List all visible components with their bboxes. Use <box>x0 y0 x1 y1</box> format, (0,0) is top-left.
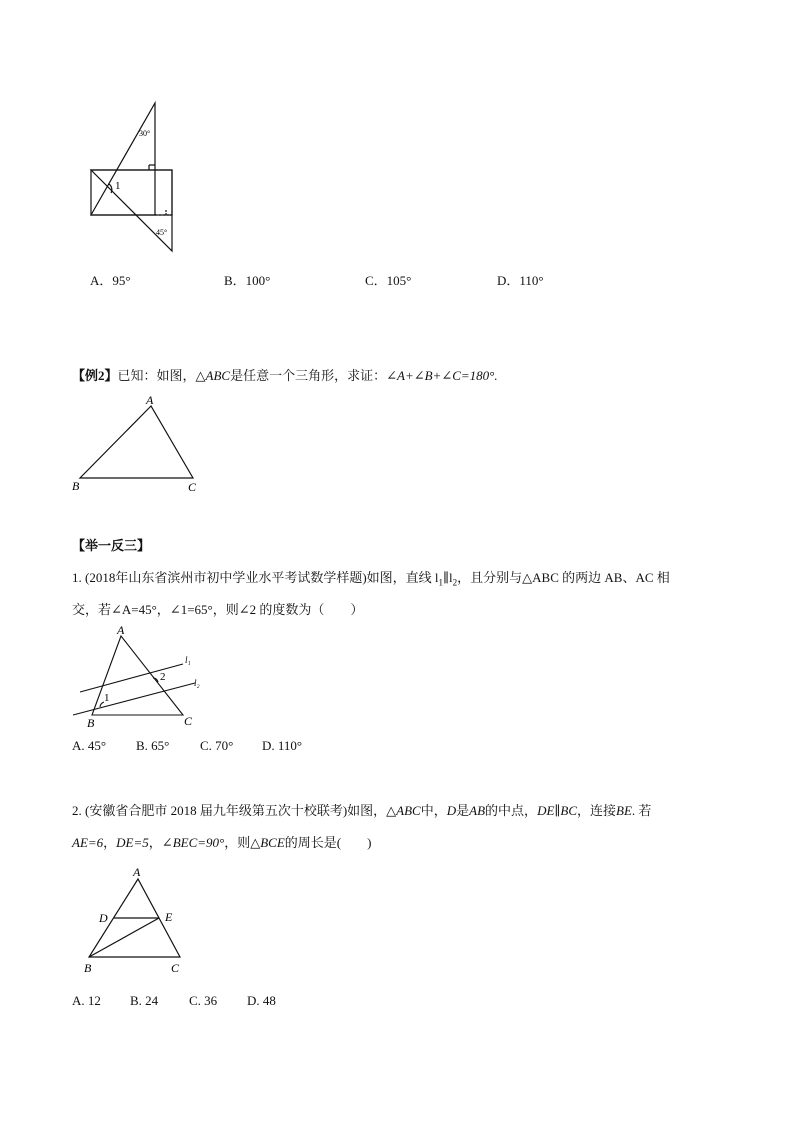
q2-be: BE <box>616 803 632 818</box>
triangle-30-60 <box>91 103 155 215</box>
label-c: C <box>188 480 197 494</box>
label-e: E <box>165 910 173 924</box>
label-c: C <box>171 961 180 975</box>
angle-1-label: 1 <box>115 180 121 192</box>
example2-title: 【例2】 <box>72 368 118 383</box>
q1-text-b: ，且分别与△ABC 的两边 AB、AC 相 <box>457 570 670 585</box>
example2-proof: ∠A+∠B+∠C=180°. <box>386 368 498 383</box>
line-l1 <box>80 664 183 692</box>
figure-midpoint-triangle <box>75 860 195 978</box>
q1-option-b[interactable]: B. 65° <box>136 738 170 753</box>
q2-ab: AB <box>469 803 486 818</box>
q2-text-c: 是 <box>456 803 470 818</box>
rectangle <box>91 170 172 215</box>
angle-45-label: 45° <box>156 228 168 237</box>
q2-angle: ∠BEC=90° <box>161 835 225 850</box>
q2-ask: 的周长是( ) <box>284 835 372 850</box>
q2-then: ，则 <box>224 835 251 850</box>
label-l1: l₁ <box>185 655 191 665</box>
q0-option-b[interactable]: B．100° <box>224 273 271 288</box>
q1-option-c[interactable]: C. 70° <box>200 738 234 753</box>
q2-tri-bce: △BCE <box>250 835 285 850</box>
q0-option-d[interactable]: D．110° <box>497 273 544 288</box>
figure-triangle-abc <box>70 392 205 494</box>
q2-sep2: ， <box>148 835 162 850</box>
q2-text-d: 的中点， <box>485 803 538 818</box>
example2-triangle: △ABC <box>195 368 231 383</box>
q2-option-d[interactable]: D. 48 <box>247 993 276 1008</box>
angle-30-label: 30° <box>139 129 151 138</box>
example2-statement <box>72 367 498 385</box>
q1-line1 <box>72 569 670 592</box>
q1-text-a: 1. (2018年山东省滨州市初中学业水平考试数学样题)如图，直线 l <box>72 570 439 585</box>
q2-option-b[interactable]: B. 24 <box>130 993 159 1008</box>
q1-line2: 交，若∠A=45°，∠1=65°，则∠2 的度数为（ ） <box>72 602 364 617</box>
q2-text-f: . 若 <box>631 803 652 818</box>
q2-line1 <box>72 802 651 820</box>
q2-option-c[interactable]: C. 36 <box>189 993 218 1008</box>
q0-option-c[interactable]: C．105° <box>365 273 412 288</box>
q1-option-d[interactable]: D. 110° <box>262 738 303 753</box>
q2-sep1: ， <box>103 835 117 850</box>
q2-line2 <box>72 834 371 852</box>
example2-stem-a: 已知：如图， <box>117 368 196 383</box>
angle-1-label: 1 <box>104 692 110 704</box>
q0-option-a[interactable]: A．95° <box>90 273 131 288</box>
q2-tri: △ABC <box>386 803 421 818</box>
label-c: C <box>184 714 193 728</box>
q1-sub2: 2 <box>452 577 458 588</box>
label-b: B <box>87 716 95 730</box>
label-a: A <box>146 393 154 407</box>
q2-de-bc: DE∥BC <box>537 803 578 818</box>
label-a: A <box>133 865 141 879</box>
label-b: B <box>72 479 80 493</box>
label-l2: l₂ <box>194 678 200 688</box>
q2-text-e: ，连接 <box>577 803 617 818</box>
label-a: A <box>117 623 125 637</box>
example2-stem-b: 是任意一个三角形，求证： <box>230 368 387 383</box>
label-d: D <box>99 911 108 925</box>
q2-de: DE=5 <box>116 835 149 850</box>
angle-2-label: 2 <box>160 671 166 683</box>
q2-text-b: 中， <box>420 803 447 818</box>
q2-text-a: 2. (安徽省合肥市 2018 届九年级第五次十校联考)如图， <box>72 803 387 818</box>
figure-set-squares <box>80 95 190 260</box>
triangle-45 <box>91 170 172 251</box>
q1-parallel: ∥l <box>443 570 453 585</box>
label-b: B <box>84 961 92 975</box>
figure-parallel-lines <box>70 622 210 730</box>
q1-sub1: 1 <box>438 577 444 588</box>
q2-ae: AE=6 <box>72 835 104 850</box>
q1-option-a[interactable]: A. 45° <box>72 738 107 753</box>
section-title: 【举一反三】 <box>72 538 151 553</box>
q2-option-a[interactable]: A. 12 <box>72 993 101 1008</box>
line-l2 <box>73 683 195 715</box>
q2-d: D <box>446 803 457 818</box>
